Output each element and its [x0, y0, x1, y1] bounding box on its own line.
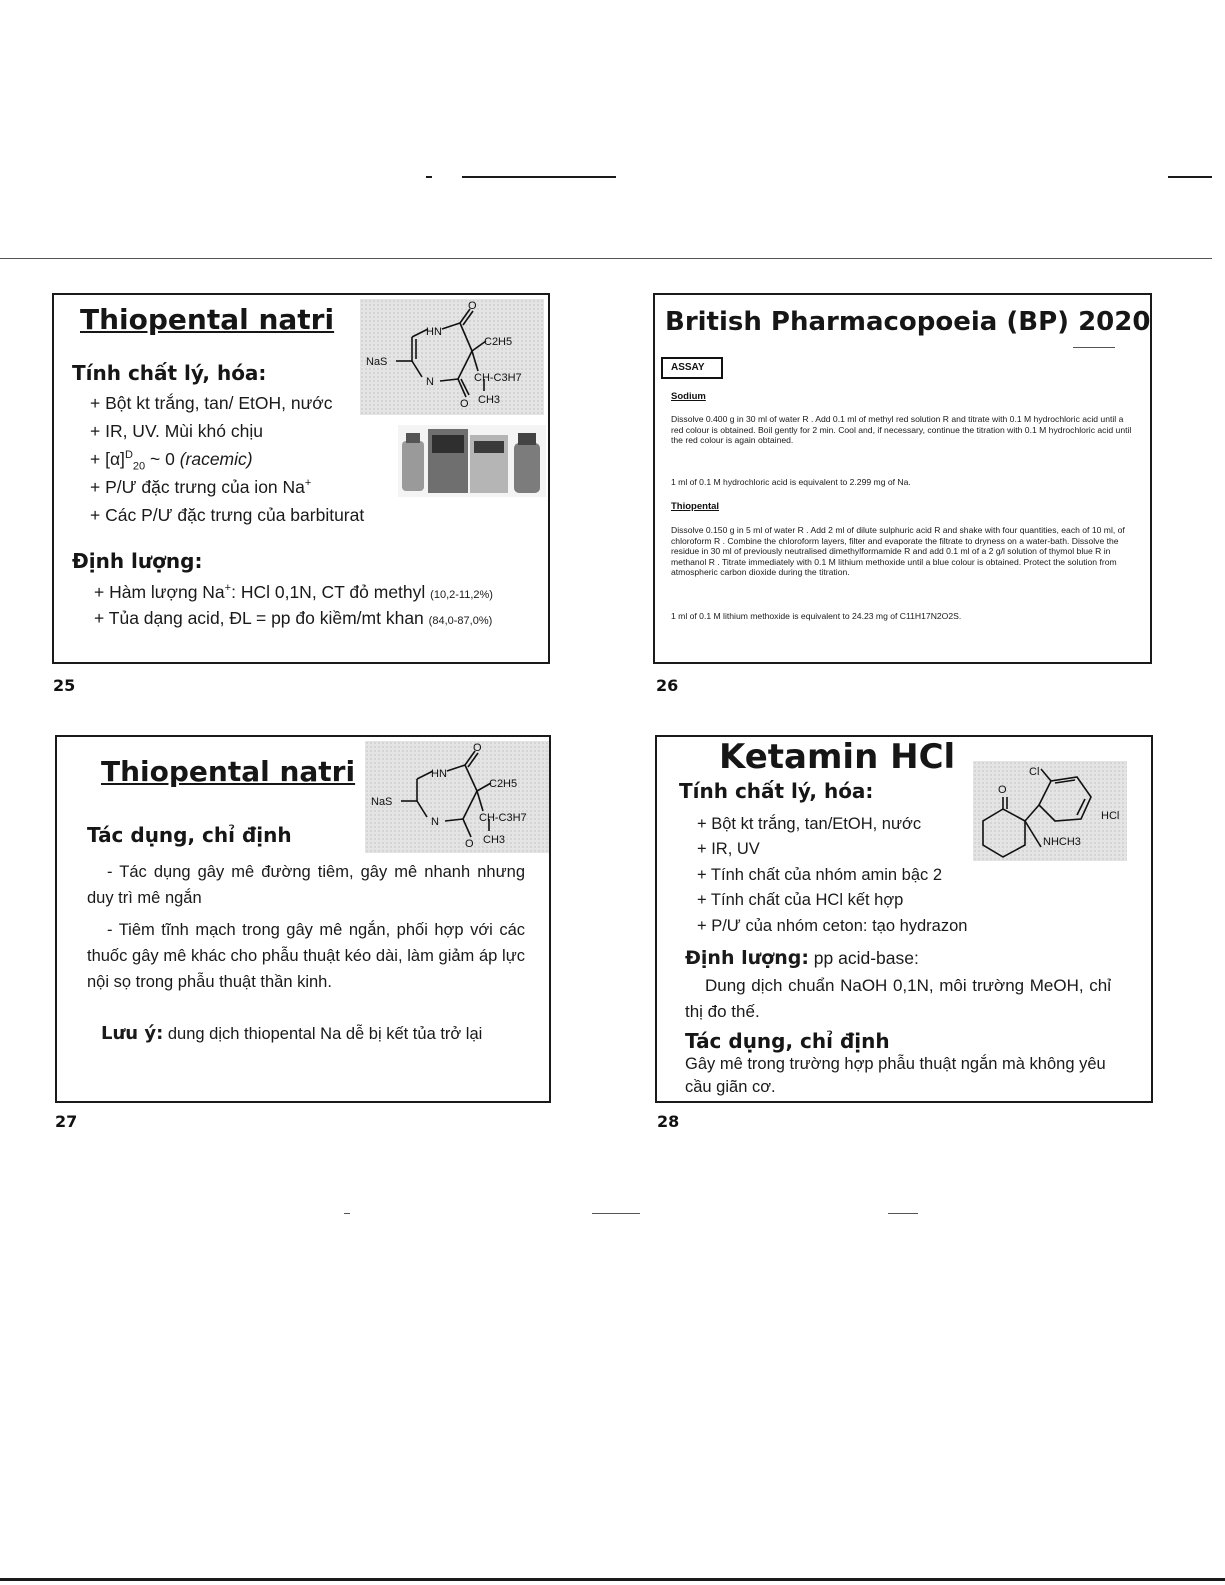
na-sup: + [224, 582, 232, 595]
property-item: + Tính chất của nhóm amin bậc 2 [697, 866, 943, 884]
note-label: Lưu ý: [101, 1023, 164, 1044]
scan-rule [0, 258, 1212, 259]
molecule-label: NaS [371, 796, 393, 808]
molecule-label: Cl [1029, 766, 1040, 778]
thiopental-molecule-drawing [365, 741, 549, 853]
molecule-label: O [460, 398, 469, 410]
property-item: + P/Ư của nhóm ceton: tạo hydrazon [697, 917, 968, 935]
thiopental-structure-image [365, 741, 549, 853]
bp-text-thiopental: Dissolve 0.150 g in 5 ml of water R . Add 2 ml of dilute sulphuric acid R and shake with four quantities, each of 10 ml, of chloroform R . Combine the chloroform layers, filter and evaporate the filtrate to dryness on a water-bath. Dissolve the residue in 30 ml of previously neutralised dimethylformamide R and add 0.1 ml of a 2 g/l solution of thymol blue R in methanol R . Titrate immediately with 0.1 M lithium methoxide until a blue colour is obtained. Protect the solution from atmospheric carbon dioxide during the titration. [671, 525, 1125, 577]
uses-text: Gây mê trong trường hợp phẫu thuật ngắn mà không yêu cầu giãn cơ. [685, 1055, 1106, 1096]
property-item: + Bột kt trắng, tan/ EtOH, nước [90, 393, 333, 413]
molecule-label: NHCH3 [1043, 836, 1081, 848]
molecule-label: O [998, 784, 1007, 796]
title-underline [1073, 347, 1115, 348]
product-photo [398, 425, 546, 497]
assay-method: pp acid-base: [808, 948, 919, 968]
property-item: + Tính chất của HCl kết hợp [697, 891, 904, 909]
assay-item-sodium [94, 582, 493, 603]
slide-title: British Pharmacopoeia (BP) 2020 [665, 307, 1151, 337]
section-heading-properties: Tính chất lý, hóa: [72, 361, 267, 385]
bp-subheading-sodium: Sodium [671, 391, 706, 402]
molecule-label: HN [426, 326, 442, 338]
slide-number: 25 [53, 676, 76, 695]
ketamine-molecule-drawing [973, 761, 1127, 861]
assay-line [685, 947, 919, 969]
slide-25 [52, 293, 550, 664]
assay-range: (10,2-11,2%) [430, 589, 493, 601]
scan-rule [592, 1213, 640, 1214]
slide-title: Thiopental natri [80, 303, 335, 336]
molecule-label: C2H5 [489, 778, 518, 790]
scan-rule [0, 1578, 1225, 1581]
molecule-label: CH-C3H7 [474, 372, 522, 384]
thiopental-structure-image [360, 299, 544, 415]
slide-number: 27 [55, 1112, 78, 1131]
uses-paragraph: - Tiêm tĩnh mạch trong gây mê ngắn, phối hợp với các thuốc gây mê khác cho phẫu thuật kéo dài, làm giảm áp lực nội sọ trong phẫu thuật thần kinh. [87, 921, 525, 991]
rotation-sub: 20 [132, 460, 146, 473]
note-text: dung dịch thiopental Na dễ bị kết tủa trở lại [163, 1025, 483, 1043]
bp-equivalence-thiopental: 1 ml of 0.1 M lithium methoxide is equivalent to 24.23 mg of C11H17N2O2S. [671, 611, 962, 621]
property-item: + Bột kt trắng, tan/EtOH, nước [697, 815, 922, 833]
section-heading-assay: Định lượng: [72, 549, 203, 573]
assay-range: (84,0-87,0%) [428, 615, 493, 627]
rotation-label: + [α] [90, 449, 125, 469]
bp-subheading-thiopental: Thiopental [671, 501, 720, 512]
assay-heading: Định lượng: [685, 947, 809, 969]
property-item: + IR, UV [697, 840, 760, 858]
scan-rule [1168, 176, 1212, 178]
slide-number: 26 [656, 676, 679, 695]
slide-title: Ketamin HCl [719, 737, 956, 777]
molecule-label: HN [431, 768, 447, 780]
assay-method: : HCl 0,1N, CT đỏ methyl [231, 582, 426, 602]
assay-label: ASSAY [671, 362, 705, 373]
note-line [101, 1023, 482, 1044]
slide-27 [55, 735, 551, 1103]
section-heading-properties: Tính chất lý, hóa: [679, 779, 874, 803]
molecule-label: O [465, 838, 474, 850]
vials-and-boxes-illustration [398, 425, 546, 497]
ion-sup: + [304, 477, 312, 490]
rotation-value: ~ 0 [145, 449, 180, 469]
slide-number: 28 [657, 1112, 680, 1131]
section-heading-uses: Tác dụng, chỉ định [685, 1029, 890, 1053]
ion-label: + P/Ư đặc trưng của ion Na [90, 477, 305, 497]
molecule-label: N [426, 376, 434, 388]
assay-label: + Tủa dạng acid, ĐL = pp đo kiềm/mt khan [94, 608, 424, 628]
section-heading-uses: Tác dụng, chỉ định [87, 823, 292, 847]
scan-rule [426, 176, 432, 178]
molecule-label: CH3 [478, 394, 501, 406]
property-item-ion [90, 477, 311, 498]
assay-text: Dung dịch chuẩn NaOH 0,1N, môi trường MeOH, chỉ thị đo thế. [685, 976, 1111, 1021]
property-item: + Các P/Ư đặc trưng của barbiturat [90, 505, 365, 525]
molecule-label: O [468, 300, 477, 312]
bp-text-sodium: Dissolve 0.400 g in 30 ml of water R . Add 0.1 ml of methyl red solution R and titrate with 0.1 M hydrochloric acid until a red colour is obtained. Boil gently for 2 min. Cool and, if necessary, continue the titration with 0.1 M hydrochloric acid until the red colour is again obtained. [671, 414, 1132, 445]
scan-rule [888, 1213, 918, 1214]
molecule-label: NaS [366, 356, 388, 368]
slide-title: Thiopental natri [101, 755, 356, 788]
molecule-label: HCl [1101, 810, 1120, 822]
molecule-label: CH-C3H7 [479, 812, 527, 824]
rotation-sup: D [124, 449, 133, 462]
scan-rule [462, 176, 616, 178]
molecule-label: C2H5 [484, 336, 513, 348]
ketamine-structure-image [973, 761, 1127, 861]
slide-28 [655, 735, 1153, 1103]
slide-26 [653, 293, 1152, 664]
property-item-rotation [90, 449, 253, 473]
scan-rule [344, 1213, 350, 1214]
rotation-note: (racemic) [179, 449, 253, 469]
assay-label: + Hàm lượng Na [94, 582, 225, 602]
thiopental-molecule-drawing [360, 299, 544, 415]
assay-box [661, 357, 723, 379]
molecule-label: O [473, 742, 482, 754]
bp-equivalence-sodium: 1 ml of 0.1 M hydrochloric acid is equivalent to 2.299 mg of Na. [671, 477, 911, 487]
property-item: + IR, UV. Mùi khó chịu [90, 421, 263, 441]
assay-item-acid [94, 608, 492, 629]
uses-paragraph: - Tác dụng gây mê đường tiêm, gây mê nhanh nhưng duy trì mê ngắn [87, 863, 525, 907]
molecule-label: CH3 [483, 834, 506, 846]
molecule-label: N [431, 816, 439, 828]
